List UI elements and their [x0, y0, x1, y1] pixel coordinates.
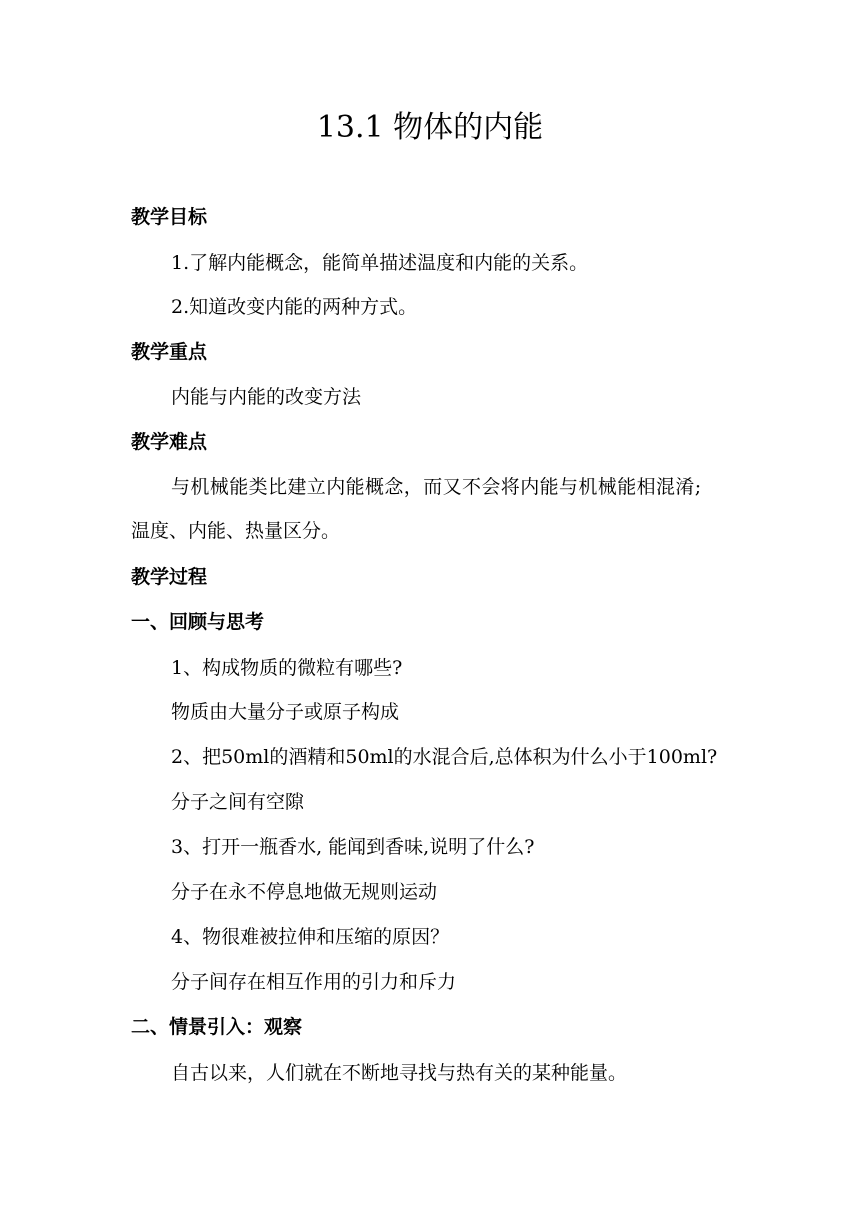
answer-4: 分子间存在相互作用的引力和斥力	[171, 971, 457, 993]
key-points-text: 内能与内能的改变方法	[171, 386, 362, 408]
question-1: 1、构成物质的微粒有哪些?	[171, 657, 403, 679]
part-2-heading: 二、情景引入：观察	[131, 1016, 303, 1038]
goal-item-1: 1.了解内能概念，能简单描述温度和内能的关系。	[171, 252, 589, 274]
question-4: 4、物很难被拉伸和压缩的原因？	[171, 926, 450, 948]
part-2-text: 自古以来，人们就在不断地寻找与热有关的某种能量。	[171, 1062, 628, 1084]
section-heading-goals: 教学目标	[131, 206, 208, 228]
question-2: 2、把50ml的酒精和50ml的水混合后,总体积为什么小于100ml?	[171, 746, 718, 768]
part-1-heading: 一、回顾与思考	[131, 611, 265, 633]
document-title: 13.1 物体的内能	[316, 110, 544, 145]
difficulties-text-line-2: 温度、内能、热量区分。	[131, 520, 341, 542]
answer-1: 物质由大量分子或原子构成	[171, 701, 400, 723]
answer-3: 分子在永不停息地做无规则运动	[171, 881, 438, 903]
section-heading-difficulties: 教学难点	[131, 431, 208, 453]
answer-2: 分子之间有空隙	[171, 791, 305, 813]
goal-item-2: 2.知道改变内能的两种方式。	[171, 296, 418, 318]
question-3: 3、打开一瓶香水, 能闻到香味,说明了什么?	[171, 836, 535, 858]
section-heading-process: 教学过程	[131, 566, 208, 588]
section-heading-key-points: 教学重点	[131, 341, 208, 363]
difficulties-text-line-1: 与机械能类比建立内能概念，而又不会将内能与机械能相混淆;	[171, 476, 702, 498]
